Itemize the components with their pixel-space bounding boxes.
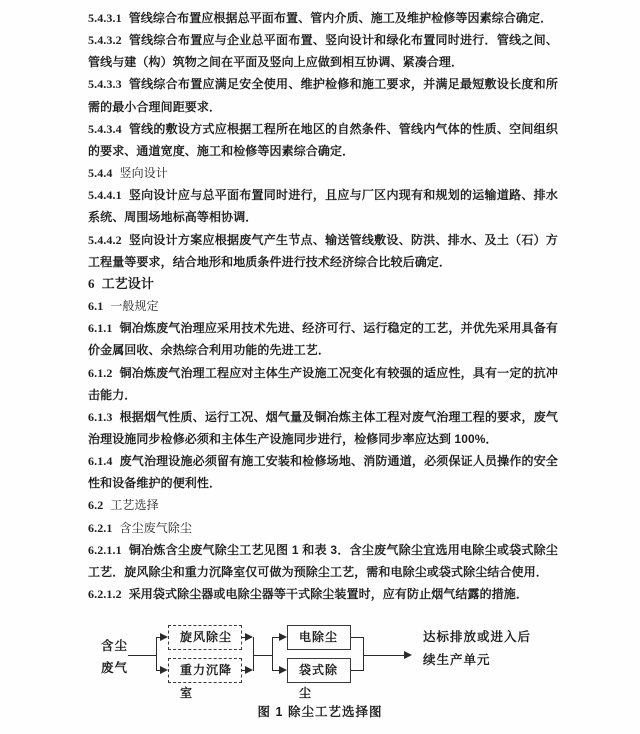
clause-number: 6.2	[88, 498, 104, 513]
clause-text: 管线综合布置应根据总平面布置、管内介质、施工及维护检修等因素综合确定．	[128, 11, 553, 25]
clause-text: 含尘废气除尘	[119, 520, 193, 535]
clause-5.4.4.2	[88, 229, 558, 273]
section-heading-6.2.1	[88, 517, 558, 539]
flow-line	[272, 637, 279, 638]
clause-number: 5.4.3.3	[88, 77, 122, 92]
flow-line	[128, 655, 156, 656]
clause-number: 5.4.3.2	[88, 33, 122, 48]
input-label-line1: 含尘	[101, 639, 129, 653]
flow-line	[253, 637, 254, 671]
clause-text: 工艺设计	[101, 275, 155, 291]
clause-text: 竖向设计	[119, 166, 168, 181]
clause-number: 5.4.3.1	[88, 11, 122, 25]
clause-text: 铜冶炼废气治理应采用技术先进、经济可行、运行稳定的工艺，并优先采用具备有价金属回收、余热综合利用功能的先进工艺．	[88, 321, 558, 358]
clause-number: 6.2.1.1	[88, 542, 122, 557]
flow-line	[272, 670, 279, 671]
flow-line	[272, 637, 273, 671]
clause-number: 6.1	[88, 299, 104, 314]
bag-filter-dedust-box: 袋式除尘	[287, 658, 351, 683]
clause-text: 管线的敷设方式应根据工程所在地区的自然条件、管线内气体的性质、空间组织的要求、通道宽度、施工和检修等因素综合确定．	[88, 121, 558, 158]
arrow-icon	[160, 666, 168, 674]
electrostatic-dedust-box: 电除尘	[287, 625, 351, 650]
clause-list	[88, 7, 558, 605]
clause-5.4.3.3	[88, 73, 558, 117]
clause-text: 铜冶炼废气治理工程应对主体生产设施工况变化有较强的适应性，具有一定的抗冲击能力．	[88, 365, 558, 402]
clause-text: 管线综合布置应与企业总平面布置、竖向设计和绿化布置同时进行．管线之间、管线与建（构）筑物之间在平面及竖向上应做到相互协调、紧凑合理．	[88, 33, 558, 70]
clause-number: 6.1.4	[88, 454, 113, 469]
clause-number: 6	[88, 275, 95, 291]
clause-6.1.3	[88, 406, 558, 450]
clause-5.4.4.1	[88, 184, 558, 228]
gravity-settling-box: 重力沉降室	[168, 658, 242, 683]
section-heading-6.2	[88, 494, 558, 516]
clause-number: 5.4.4	[88, 166, 113, 181]
flow-line	[156, 637, 157, 671]
flow-line	[363, 655, 404, 656]
clause-5.4.3.1	[88, 7, 558, 29]
output-label	[423, 626, 531, 672]
clause-6.1.1	[88, 317, 558, 361]
section-heading-6.1	[88, 295, 558, 317]
flow-line	[351, 637, 363, 638]
arrow-icon	[245, 666, 253, 674]
flow-line	[351, 670, 363, 671]
output-label-line1: 达标排放或进入后	[423, 630, 532, 644]
cyclone-dedust-box: 旋风除尘	[168, 625, 242, 650]
clause-number: 6.2.1	[88, 520, 113, 535]
arrow-icon	[160, 633, 168, 641]
section-heading-5.4.4	[88, 162, 558, 184]
clause-6.1.4	[88, 450, 558, 494]
clause-number: 5.4.4.2	[88, 232, 122, 247]
output-label-line2: 续生产单元	[423, 653, 491, 667]
clause-number: 6.1.3	[88, 409, 113, 424]
clause-number: 5.4.4.1	[88, 188, 122, 203]
clause-text: 竖向设计方案应根据废气产生节点、输送管线敷设、防洪、排水、及土（石）方工程量等要求，结合地形和地质条件进行技术经济综合比较后确定．	[88, 232, 558, 269]
arrow-icon	[245, 633, 253, 641]
arrow-icon	[404, 651, 412, 659]
clause-text: 采用袋式除尘器或电除尘器等干式除尘装置时，应有防止烟气结露的措施．	[128, 587, 529, 602]
clause-6.2.1.2	[88, 583, 558, 605]
clause-number: 6.1.1	[88, 321, 113, 336]
arrow-icon	[279, 666, 287, 674]
chapter-heading-6	[88, 273, 558, 295]
clause-6.1.2	[88, 362, 558, 406]
clause-text: 废气治理设施必须留有施工安装和检修场地、消防通道，必须保证人员操作的安全性和设备维护的便利性．	[88, 454, 558, 491]
arrow-icon	[279, 633, 287, 641]
figure-caption: 图 1 除尘工艺选择图	[257, 705, 383, 719]
clause-5.4.3.2	[88, 29, 558, 73]
input-label-line2: 废气	[101, 661, 129, 675]
clause-text: 工艺选择	[110, 498, 159, 513]
clause-text: 铜冶炼含尘废气除尘工艺见图 1 和表 3．含尘废气除尘宜选用电除尘或袋式除尘工艺．旋风除尘和重力沉降室仅可做为预除尘工艺，需和电除尘或袋式除尘结合使用．	[88, 542, 558, 579]
clause-5.4.3.4	[88, 118, 558, 162]
clause-6.2.1.1	[88, 539, 558, 583]
clause-text: 一般规定	[110, 299, 159, 314]
clause-number: 5.4.3.4	[88, 121, 122, 136]
input-label	[101, 635, 128, 679]
clause-number: 6.1.2	[88, 365, 113, 380]
clause-number: 6.2.1.2	[88, 587, 122, 602]
clause-text: 管线综合布置应满足安全使用、维护检修和施工要求，并满足最短敷设长度和所需的最小合理间距要求．	[88, 77, 558, 114]
clause-text: 根据烟气性质、运行工况、烟气量及铜冶炼主体工程对废气治理工程的要求，废气治理设施同步检修必须和主体生产设施同步进行，检修同步率应达到 100%．	[88, 409, 558, 446]
flow-line	[253, 655, 272, 656]
flow-line	[363, 637, 364, 671]
dedusting-process-diagram	[0, 615, 640, 700]
clause-text: 竖向设计应与总平面布置同时进行，且应与厂区内现有和规划的运输道路、排水系统、周围场地标高等相协调．	[88, 188, 558, 225]
